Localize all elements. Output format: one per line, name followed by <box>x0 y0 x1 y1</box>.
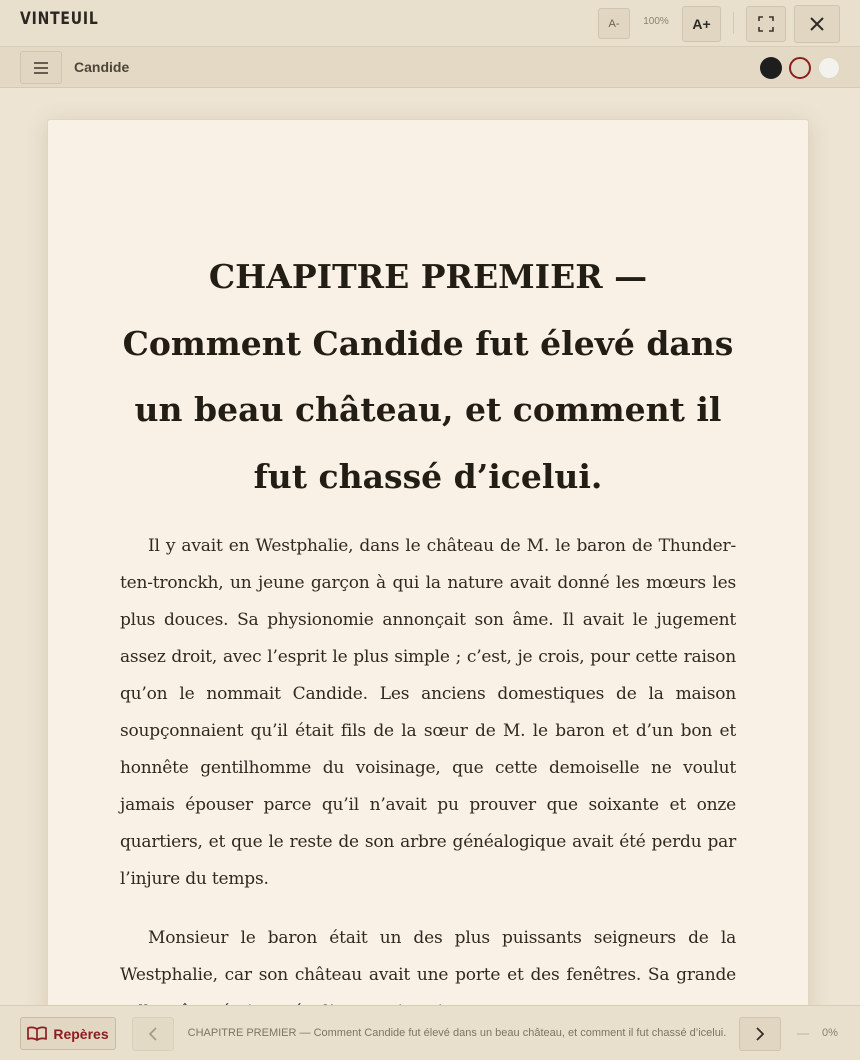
zoom-level: 100% <box>643 16 669 27</box>
chevron-right-icon <box>755 1027 765 1041</box>
reading-page <box>47 119 809 1019</box>
reader-subbar <box>0 47 860 88</box>
chevron-left-icon <box>148 1027 158 1041</box>
hamburger-icon <box>33 61 49 75</box>
fullscreen-icon <box>758 16 774 32</box>
top-bar <box>0 0 860 47</box>
previous-page-button[interactable] <box>132 1017 174 1051</box>
next-page-button[interactable] <box>739 1017 781 1051</box>
reader-footer <box>0 1005 860 1060</box>
font-decrease-button[interactable]: A- <box>598 8 630 39</box>
chapter-body <box>120 528 736 1019</box>
fullscreen-button[interactable] <box>746 6 786 42</box>
chapter-title: CHAPITRE PREMIER — Comment Candide fut élevé dans un beau château, et comment il fut chassé d’icelui. <box>122 257 734 496</box>
theme-sepia-swatch[interactable] <box>789 57 811 79</box>
bookmarks-button[interactable] <box>20 1017 116 1050</box>
current-chapter-label: CHAPITRE PREMIER — Comment Candide fut élevé dans un beau château, et comment il fut chassé d’icelui. <box>187 1027 727 1039</box>
app-logo: VINTEUIL <box>20 9 99 29</box>
progress-bar <box>797 1033 809 1035</box>
progress-percent: 0% <box>822 1027 838 1039</box>
font-increase-button[interactable]: A+ <box>682 6 721 42</box>
menu-button[interactable] <box>20 51 62 84</box>
theme-dark-swatch[interactable] <box>760 57 782 79</box>
paragraph: Il y avait en Westphalie, dans le château de M. le baron de Thunder-ten-tronckh, un jeune garçon à qui la nature avait donné les mœurs les plus douces. Sa physionomie annonçait son âme. Il avait le jugement assez droit, avec l’esprit le plus simple ; c’est, je crois, pour cette raison qu’on le nommait Candide. Les anciens domestiques de la maison soupçonnaient qu’il était fils de la sœur de M. le baron et d’un bon et honnête gentilhomme du voisinage, que cette demoiselle ne voulut jamais épouser parce qu’il n’avait pu prouver que soixante et onze quartiers, et que le reste de son arbre généalogique avait été perdu par l’injure du temps. <box>120 536 736 889</box>
book-title: Candide <box>74 59 130 75</box>
bookmarks-label: Repères <box>53 1025 109 1042</box>
close-button[interactable] <box>794 5 840 43</box>
toolbar-divider <box>733 12 734 34</box>
close-icon <box>809 16 825 32</box>
book-icon <box>27 1026 47 1041</box>
paragraph: Monsieur le baron était un des plus puissants seigneurs de la Westphalie, car son château avait une porte et des fenêtres. Sa grande <box>120 928 736 985</box>
theme-light-swatch[interactable] <box>818 57 840 79</box>
